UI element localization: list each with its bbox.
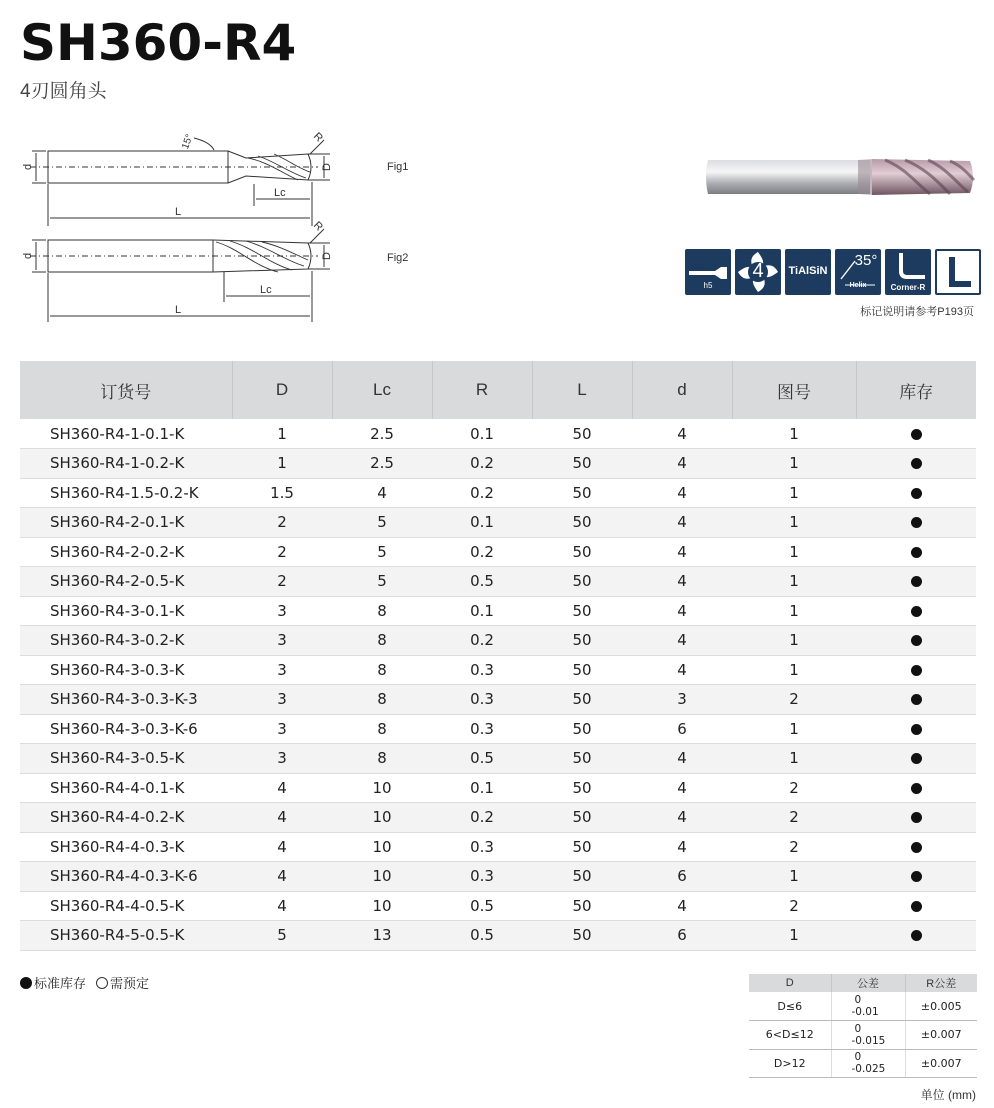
cell-stock <box>856 567 976 597</box>
cell-stock <box>856 773 976 803</box>
cell-D: 5 <box>232 921 332 951</box>
cell-figure: 2 <box>732 891 856 921</box>
cell-R: 0.1 <box>432 419 532 449</box>
table-row <box>20 537 976 567</box>
cell-figure: 2 <box>732 773 856 803</box>
cell-d: 4 <box>632 832 732 862</box>
cell-d: 6 <box>632 921 732 951</box>
cell-stock <box>856 596 976 626</box>
cell-R: 0.2 <box>432 626 532 656</box>
cell-order-no: SH360-R4-4-0.2-K <box>20 803 232 833</box>
cell-D: 2 <box>232 537 332 567</box>
in-stock-dot-icon <box>911 429 922 440</box>
in-stock-dot-icon <box>911 517 922 528</box>
cell-D: 3 <box>232 626 332 656</box>
cell-order-no: SH360-R4-3-0.3-K-6 <box>20 714 232 744</box>
tolerance-body <box>749 992 977 1078</box>
tol-r-value: ±0.007 <box>905 1021 977 1050</box>
cell-stock <box>856 921 976 951</box>
cell-R: 0.3 <box>432 655 532 685</box>
in-stock-dot-icon <box>911 783 922 794</box>
cell-stock <box>856 419 976 449</box>
cell-figure: 2 <box>732 803 856 833</box>
in-stock-dot-icon <box>911 930 922 941</box>
cell-stock <box>856 744 976 774</box>
cell-R: 0.3 <box>432 862 532 892</box>
cell-L: 50 <box>532 803 632 833</box>
dim-d-fig1: d <box>22 163 34 170</box>
cell-D: 3 <box>232 655 332 685</box>
cell-Lc: 10 <box>332 832 432 862</box>
in-stock-dot-icon <box>911 576 922 587</box>
cell-order-no: SH360-R4-2-0.2-K <box>20 537 232 567</box>
fig2-label: Fig2 <box>387 252 409 264</box>
dim-Lc-fig2: Lc <box>260 284 272 296</box>
in-stock-dot-icon <box>911 488 922 499</box>
in-stock-dot-icon <box>911 901 922 912</box>
helix-angle-label: 15° <box>180 132 196 151</box>
cell-figure: 1 <box>732 567 856 597</box>
cell-stock <box>856 803 976 833</box>
cell-stock <box>856 832 976 862</box>
cell-D: 4 <box>232 803 332 833</box>
cell-R: 0.1 <box>432 596 532 626</box>
cell-d: 4 <box>632 508 732 538</box>
helix-badge <box>835 249 881 295</box>
cell-Lc: 5 <box>332 508 432 538</box>
table-row <box>20 449 976 479</box>
col-R: R <box>432 361 532 419</box>
cell-order-no: SH360-R4-4-0.3-K <box>20 832 232 862</box>
cell-L: 50 <box>532 626 632 656</box>
cell-stock <box>856 449 976 479</box>
cell-d: 4 <box>632 891 732 921</box>
tol-col-r-tolerance: R公差 <box>905 974 977 992</box>
length-badge <box>935 249 981 295</box>
table-row <box>20 419 976 449</box>
dim-R-fig2: R <box>310 219 326 234</box>
cell-R: 0.3 <box>432 832 532 862</box>
cell-d: 3 <box>632 685 732 715</box>
cell-d: 4 <box>632 478 732 508</box>
unit-note: 单位 (mm) <box>920 1088 976 1102</box>
pre-order-label: 需预定 <box>110 976 150 991</box>
cell-L: 50 <box>532 655 632 685</box>
table-row <box>20 508 976 538</box>
cell-order-no: SH360-R4-4-0.5-K <box>20 891 232 921</box>
cell-stock <box>856 685 976 715</box>
table-row <box>20 714 976 744</box>
cell-order-no: SH360-R4-5-0.5-K <box>20 921 232 951</box>
cell-order-no: SH360-R4-3-0.1-K <box>20 596 232 626</box>
tolerance-row <box>749 1049 977 1078</box>
in-stock-label: 标准库存 <box>34 976 87 991</box>
cell-Lc: 8 <box>332 744 432 774</box>
cell-R: 0.1 <box>432 508 532 538</box>
cell-D: 1 <box>232 449 332 479</box>
cell-figure: 1 <box>732 449 856 479</box>
cell-L: 50 <box>532 596 632 626</box>
dim-D-fig1: D <box>321 163 333 171</box>
tol-r-value: ±0.007 <box>905 1049 977 1078</box>
spec-table-header <box>20 361 976 419</box>
cell-order-no: SH360-R4-4-0.3-K-6 <box>20 862 232 892</box>
cell-Lc: 10 <box>332 803 432 833</box>
cell-R: 0.2 <box>432 478 532 508</box>
cell-L: 50 <box>532 685 632 715</box>
col-order-no: 订货号 <box>20 361 232 419</box>
cell-stock <box>856 655 976 685</box>
cell-Lc: 13 <box>332 921 432 951</box>
cell-stock <box>856 891 976 921</box>
coating-label: TiAlSiN <box>788 265 828 277</box>
cell-R: 0.5 <box>432 744 532 774</box>
tol-lower: -0.025 <box>851 1063 886 1076</box>
dim-d-fig2: d <box>22 252 34 259</box>
cell-D: 1 <box>232 419 332 449</box>
cell-figure: 2 <box>732 832 856 862</box>
cell-R: 0.5 <box>432 567 532 597</box>
table-row <box>20 655 976 685</box>
in-stock-dot-icon <box>911 694 922 705</box>
cell-D: 4 <box>232 773 332 803</box>
table-row <box>20 626 976 656</box>
cell-order-no: SH360-R4-4-0.1-K <box>20 773 232 803</box>
cell-d: 4 <box>632 744 732 774</box>
cell-L: 50 <box>532 508 632 538</box>
cell-figure: 1 <box>732 478 856 508</box>
cell-Lc: 10 <box>332 891 432 921</box>
in-stock-dot-icon <box>911 635 922 646</box>
tolerance-row <box>749 992 977 1021</box>
tol-upper: 0 <box>854 994 862 1006</box>
cell-Lc: 5 <box>332 537 432 567</box>
stock-legend <box>20 973 149 992</box>
cell-L: 50 <box>532 891 632 921</box>
col-d: d <box>632 361 732 419</box>
cell-d: 6 <box>632 862 732 892</box>
cell-d: 4 <box>632 773 732 803</box>
cell-order-no: SH360-R4-2-0.1-K <box>20 508 232 538</box>
cell-order-no: SH360-R4-1-0.1-K <box>20 419 232 449</box>
cell-d: 4 <box>632 419 732 449</box>
shank-label: SHANK <box>693 264 719 271</box>
cell-Lc: 8 <box>332 626 432 656</box>
cell-D: 3 <box>232 596 332 626</box>
flute-count-badge <box>735 249 781 295</box>
cell-D: 2 <box>232 508 332 538</box>
cell-stock <box>856 714 976 744</box>
cell-L: 50 <box>532 478 632 508</box>
table-row <box>20 773 976 803</box>
shank-tolerance: h5 <box>703 281 713 290</box>
cell-Lc: 8 <box>332 685 432 715</box>
table-row <box>20 921 976 951</box>
cell-R: 0.2 <box>432 449 532 479</box>
cell-d: 4 <box>632 567 732 597</box>
cell-stock <box>856 537 976 567</box>
cell-L: 50 <box>532 773 632 803</box>
cell-figure: 1 <box>732 714 856 744</box>
cell-Lc: 10 <box>332 862 432 892</box>
product-title: SH360-R4 <box>20 14 297 72</box>
dim-D-fig2: D <box>321 252 333 260</box>
table-row <box>20 744 976 774</box>
cell-order-no: SH360-R4-1-0.2-K <box>20 449 232 479</box>
dim-R-fig1: R <box>310 130 326 145</box>
cell-d: 4 <box>632 537 732 567</box>
cell-figure: 1 <box>732 655 856 685</box>
in-stock-dot-icon <box>911 547 922 558</box>
in-stock-dot-icon <box>911 606 922 617</box>
in-stock-dot-icon <box>911 458 922 469</box>
cell-D: 2 <box>232 567 332 597</box>
tol-range: D>12 <box>749 1049 831 1078</box>
table-row <box>20 567 976 597</box>
table-row <box>20 803 976 833</box>
in-stock-dot-icon <box>20 977 32 989</box>
cell-d: 4 <box>632 655 732 685</box>
in-stock-dot-icon <box>911 753 922 764</box>
col-figure: 图号 <box>732 361 856 419</box>
cell-figure: 1 <box>732 921 856 951</box>
cell-Lc: 4 <box>332 478 432 508</box>
cell-order-no: SH360-R4-3-0.5-K <box>20 744 232 774</box>
cell-L: 50 <box>532 449 632 479</box>
col-L: L <box>532 361 632 419</box>
cell-order-no: SH360-R4-3-0.3-K-3 <box>20 685 232 715</box>
cell-L: 50 <box>532 419 632 449</box>
cell-L: 50 <box>532 537 632 567</box>
cell-Lc: 10 <box>332 773 432 803</box>
cell-d: 4 <box>632 803 732 833</box>
in-stock-dot-icon <box>911 871 922 882</box>
tolerance-header <box>749 974 977 992</box>
table-row <box>20 891 976 921</box>
in-stock-dot-icon <box>911 724 922 735</box>
tolerance-table <box>749 974 977 1078</box>
table-row <box>20 685 976 715</box>
tol-lower: -0.01 <box>851 1006 879 1018</box>
spec-table-body <box>20 419 976 950</box>
tol-upper: 0 <box>854 1022 862 1035</box>
in-stock-dot-icon <box>911 842 922 853</box>
helix-angle: 35° <box>854 252 878 269</box>
cell-d: 4 <box>632 449 732 479</box>
feature-badges <box>685 249 981 295</box>
cell-figure: 2 <box>732 685 856 715</box>
tol-range: 6<D≤12 <box>749 1021 831 1050</box>
cell-order-no: SH360-R4-3-0.2-K <box>20 626 232 656</box>
cell-figure: 1 <box>732 419 856 449</box>
table-row <box>20 478 976 508</box>
cell-R: 0.1 <box>432 773 532 803</box>
cell-D: 3 <box>232 744 332 774</box>
tol-value <box>831 992 905 1021</box>
cell-Lc: 8 <box>332 655 432 685</box>
table-row <box>20 832 976 862</box>
tol-value <box>831 1049 905 1078</box>
dim-L-fig2: L <box>175 304 182 316</box>
corner-r-badge <box>885 249 931 295</box>
cell-D: 4 <box>232 891 332 921</box>
cell-D: 3 <box>232 714 332 744</box>
helix-label: Helix <box>849 282 867 289</box>
table-row <box>20 862 976 892</box>
cell-R: 0.3 <box>432 685 532 715</box>
shank-badge <box>685 249 731 295</box>
col-D: D <box>232 361 332 419</box>
cell-R: 0.2 <box>432 537 532 567</box>
cell-Lc: 2.5 <box>332 449 432 479</box>
tol-r-value: ±0.005 <box>905 992 977 1021</box>
tol-upper: 0 <box>854 1051 862 1064</box>
tol-col-tolerance: 公差 <box>831 974 905 992</box>
product-subtitle: 4刃圆角头 <box>20 81 107 102</box>
tolerance-row <box>749 1021 977 1050</box>
cell-L: 50 <box>532 714 632 744</box>
cell-figure: 1 <box>732 596 856 626</box>
cell-L: 50 <box>532 832 632 862</box>
cell-stock <box>856 862 976 892</box>
cell-d: 4 <box>632 596 732 626</box>
in-stock-dot-icon <box>911 812 922 823</box>
cell-Lc: 8 <box>332 596 432 626</box>
cell-d: 6 <box>632 714 732 744</box>
cell-L: 50 <box>532 862 632 892</box>
cell-stock <box>856 508 976 538</box>
tol-lower: -0.015 <box>851 1034 886 1047</box>
pre-order-circle-icon <box>96 977 108 989</box>
long-length-icon <box>937 251 979 293</box>
cell-figure: 1 <box>732 862 856 892</box>
coating-badge <box>785 249 831 295</box>
cell-stock <box>856 478 976 508</box>
cell-R: 0.2 <box>432 803 532 833</box>
cell-L: 50 <box>532 744 632 774</box>
in-stock-dot-icon <box>911 665 922 676</box>
cell-figure: 1 <box>732 537 856 567</box>
cell-order-no: SH360-R4-2-0.5-K <box>20 567 232 597</box>
technical-drawing <box>18 126 378 330</box>
cell-D: 1.5 <box>232 478 332 508</box>
flute-count: 4 <box>752 260 764 282</box>
cell-d: 4 <box>632 626 732 656</box>
cell-L: 50 <box>532 921 632 951</box>
cell-order-no: SH360-R4-1.5-0.2-K <box>20 478 232 508</box>
corner-r-label: Corner-R <box>890 283 926 292</box>
cell-D: 3 <box>232 685 332 715</box>
end-mill-photo <box>700 152 980 202</box>
cell-figure: 1 <box>732 508 856 538</box>
dim-Lc-fig1: Lc <box>274 187 286 199</box>
cell-order-no: SH360-R4-3-0.3-K <box>20 655 232 685</box>
cell-Lc: 5 <box>332 567 432 597</box>
table-row <box>20 596 976 626</box>
spec-table <box>20 361 976 951</box>
cell-R: 0.5 <box>432 921 532 951</box>
fig1-label: Fig1 <box>387 161 409 173</box>
cell-Lc: 8 <box>332 714 432 744</box>
tol-range: D≤6 <box>749 992 831 1021</box>
cell-stock <box>856 626 976 656</box>
badge-reference-note: 标记说明请参考P193页 <box>860 306 974 318</box>
cell-figure: 1 <box>732 626 856 656</box>
cell-R: 0.5 <box>432 891 532 921</box>
col-Lc: Lc <box>332 361 432 419</box>
cell-D: 4 <box>232 832 332 862</box>
cell-R: 0.3 <box>432 714 532 744</box>
cell-Lc: 2.5 <box>332 419 432 449</box>
dim-L-fig1: L <box>175 206 182 218</box>
tol-col-D: D <box>749 974 831 992</box>
tol-value <box>831 1021 905 1050</box>
col-stock: 库存 <box>856 361 976 419</box>
cell-figure: 1 <box>732 744 856 774</box>
cell-D: 4 <box>232 862 332 892</box>
cell-L: 50 <box>532 567 632 597</box>
